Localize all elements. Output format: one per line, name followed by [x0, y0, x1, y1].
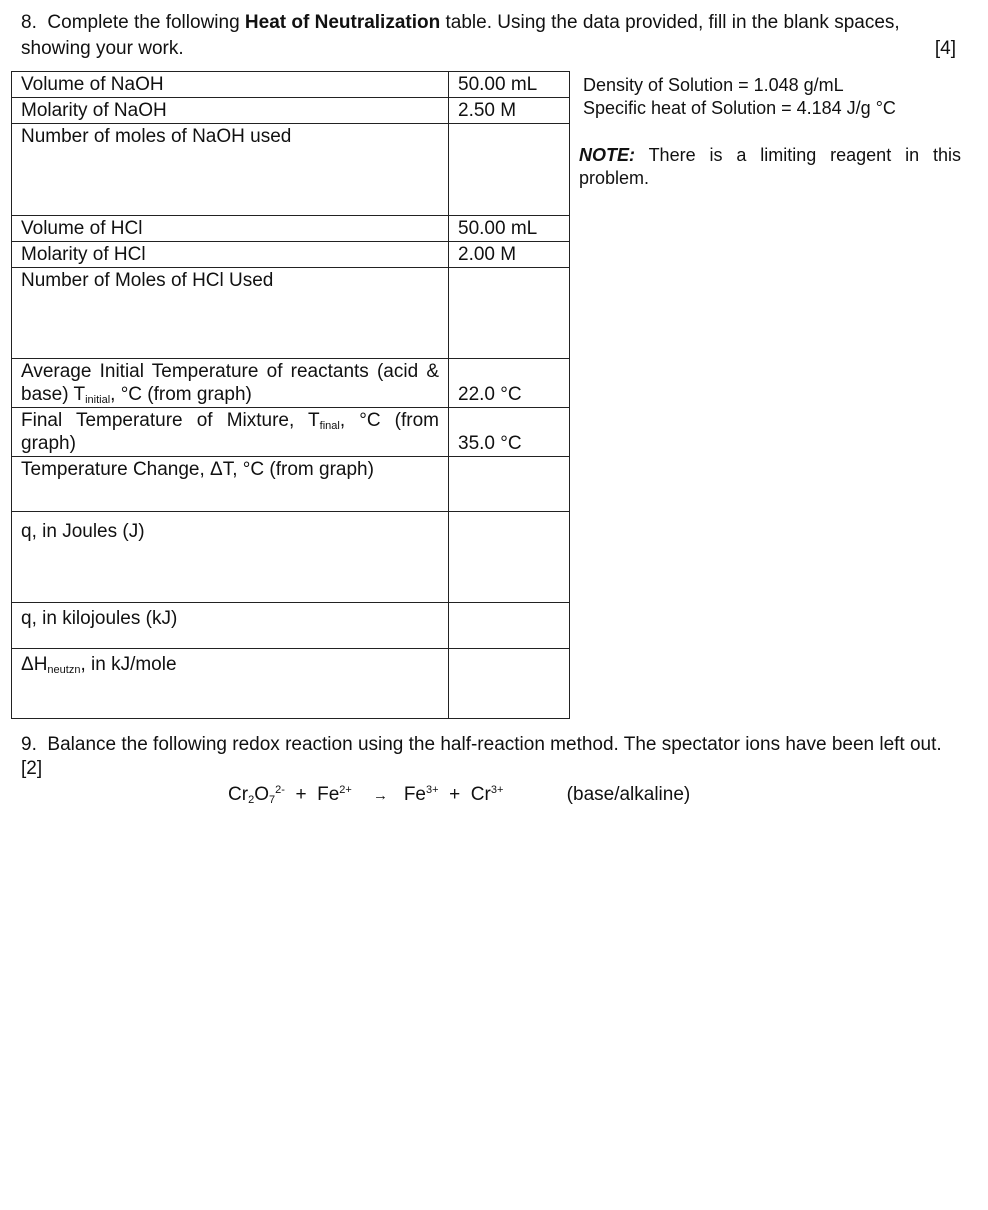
final-temperature-label: Final Temperature of Mixture, $T_{final}$, °C (from graph) [12, 408, 449, 457]
iron-ii-ion: $Fe^{2+}$ [317, 784, 352, 805]
volume-hcl-label: Volume of HCl [12, 216, 449, 242]
table-row-moles-hcl [12, 268, 570, 359]
table-row-temperature-change [12, 457, 570, 512]
table-row-initial-temperature [12, 359, 570, 408]
initial-temperature-value: 22.0 °C [449, 359, 570, 408]
molarity-hcl-value: 2.00 M [449, 242, 570, 268]
question-8 [21, 10, 966, 62]
note-text: There is a limiting reagent in this problem. [579, 145, 961, 188]
molarity-hcl-label: Molarity of HCl [12, 242, 449, 268]
initial-temperature-label: Average Initial Temperature of reactants (acid & base) $T_{initial}$, °C (from graph) [12, 359, 449, 408]
chromium-iii-ion: $Cr^{3+}$ [470, 784, 504, 805]
moles-naoh-answer-cell[interactable] [449, 124, 570, 216]
iron-iii-ion: $Fe^{3+}$ [403, 784, 439, 805]
q-kilojoules-label: q, in kilojoules (kJ) [12, 603, 449, 649]
volume-naoh-value: 50.00 mL [449, 72, 570, 98]
final-temperature-value: 35.0 °C [449, 408, 570, 457]
question-8-text-before: Complete the following [47, 12, 240, 33]
molarity-naoh-label: Molarity of NaOH [12, 98, 449, 124]
specific-heat-note: Specific heat of Solution = 4.184 J/g °C [583, 98, 896, 118]
limiting-reagent-note [579, 144, 961, 190]
question-8-number: 8. [21, 12, 37, 33]
delta-h-answer-cell[interactable] [449, 649, 570, 719]
moles-naoh-label: Number of moles of NaOH used [12, 124, 449, 216]
moles-hcl-answer-cell[interactable] [449, 268, 570, 359]
density-note: Density of Solution = 1.048 g/mL [583, 75, 844, 95]
question-9-number: 9. [21, 734, 37, 755]
reaction-condition: (base/alkaline) [566, 784, 691, 805]
delta-h-label: $\Delta H_{neutzn}$, in kJ/mole [12, 649, 449, 719]
question-8-bold-title: Heat of Neutralization [244, 12, 441, 33]
table-row-molarity-naoh [12, 98, 570, 124]
heat-of-neutralization-table [11, 71, 570, 719]
q-kilojoules-answer-cell[interactable] [449, 603, 570, 649]
table-row-q-joules [12, 512, 570, 603]
plus-sign: + [295, 784, 307, 805]
temperature-change-answer-cell[interactable] [449, 457, 570, 512]
table-row-delta-h [12, 649, 570, 719]
moles-hcl-label: Number of Moles of HCl Used [12, 268, 449, 359]
molarity-naoh-value: 2.50 M [449, 98, 570, 124]
question-9 [21, 733, 966, 781]
question-8-text-after: table. Using the data provided, fill in the blank spaces, showing your work. [21, 12, 900, 59]
table-row-volume-hcl [12, 216, 570, 242]
question-9-marks: [2] [21, 758, 43, 779]
table-row-moles-naoh [12, 124, 570, 216]
note-label: NOTE: [579, 145, 635, 165]
volume-naoh-label: Volume of NaOH [12, 72, 449, 98]
volume-hcl-value: 50.00 mL [449, 216, 570, 242]
table-row-final-temperature [12, 408, 570, 457]
temperature-change-label: Temperature Change, ΔT, °C (from graph) [12, 457, 449, 512]
plus-sign: + [449, 784, 461, 805]
reaction-arrow: → [372, 787, 388, 804]
q-joules-answer-cell[interactable] [449, 512, 570, 603]
q-joules-label: q, in Joules (J) [12, 512, 449, 603]
dichromate-ion: $Cr_2O_7^{2-}$ [228, 784, 285, 806]
table-row-molarity-hcl [12, 242, 570, 268]
redox-equation [228, 784, 690, 806]
question-9-text: Balance the following redox reaction using the half-reaction method. The spectator ions have been left out. [47, 734, 942, 755]
table-row-q-kilojoules [12, 603, 570, 649]
question-8-marks: [4] [934, 38, 956, 59]
table-row-volume-naoh [12, 72, 570, 98]
